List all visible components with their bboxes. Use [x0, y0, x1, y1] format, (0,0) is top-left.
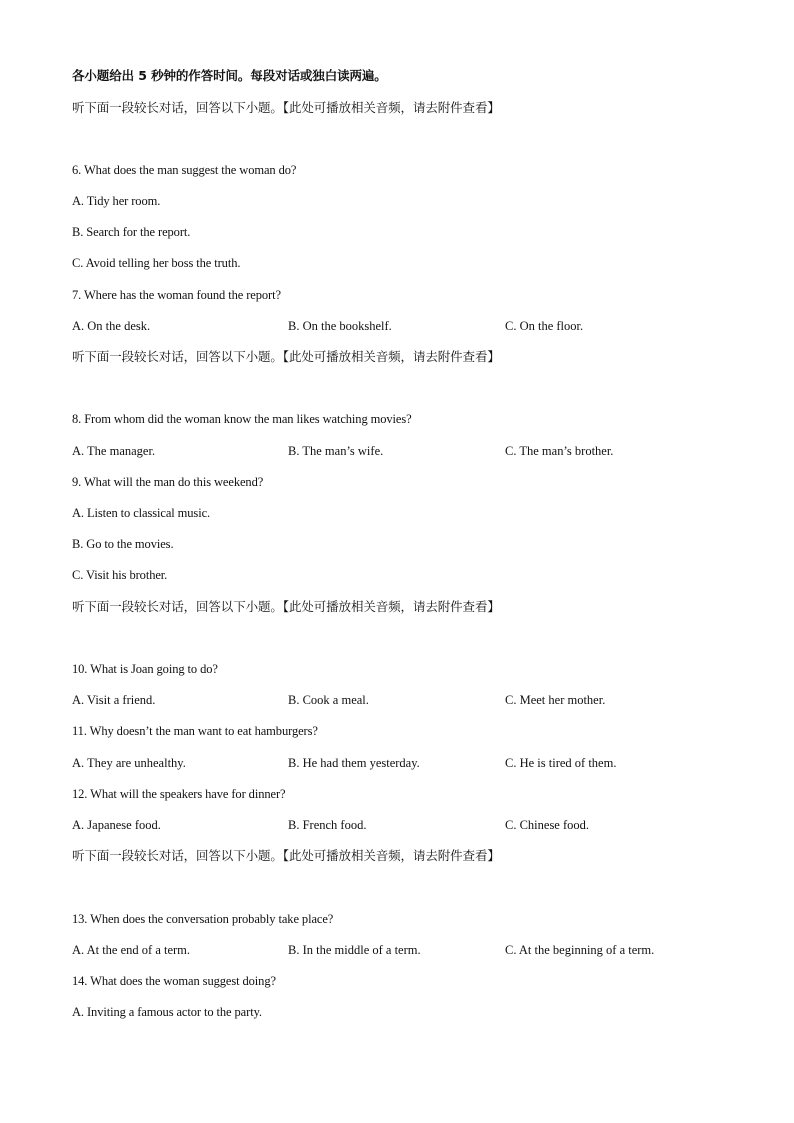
- question-13-option-b: B. In the middle of a term.: [288, 943, 421, 957]
- question-6-option-c: C. Avoid telling her boss the truth.: [72, 256, 241, 270]
- question-8-option-a: A. The manager.: [72, 444, 156, 458]
- question-12: 12. What will the speakers have for dinner?: [72, 787, 286, 801]
- question-13-option-a: A. At the end of a term.: [72, 943, 191, 957]
- question-12-option-b: B. French food.: [288, 818, 367, 832]
- question-7-option-b: B. On the bookshelf.: [288, 319, 392, 333]
- question-6-option-b: B. Search for the report.: [72, 225, 191, 239]
- question-11-option-b: B. He had them yesterday.: [288, 756, 420, 770]
- question-8-option-b: B. The man’s wife.: [288, 444, 384, 458]
- listening-prompt-2: 听下面一段较长对话，回答以下小题。【此处可播放相关音频，请去附件查看】: [72, 349, 500, 364]
- question-6-option-a: A. Tidy her room.: [72, 194, 161, 208]
- question-14: 14. What does the woman suggest doing?: [72, 974, 276, 988]
- question-14-option-a: A. Inviting a famous actor to the party.: [72, 1005, 262, 1019]
- question-6: 6. What does the man suggest the woman do?: [72, 163, 297, 177]
- question-7: 7. Where has the woman found the report?: [72, 288, 281, 302]
- question-7-option-a: A. On the desk.: [72, 319, 151, 333]
- question-11-option-c: C. He is tired of them.: [505, 756, 617, 770]
- question-11: 11. Why doesn’t the man want to eat hamburgers?: [72, 724, 318, 738]
- listening-prompt-1: 听下面一段较长对话，回答以下小题。【此处可播放相关音频，请去附件查看】: [72, 100, 500, 115]
- question-11-option-a: A. They are unhealthy.: [72, 756, 186, 770]
- question-12-option-c: C. Chinese food.: [505, 818, 590, 832]
- listening-prompt-3: 听下面一段较长对话，回答以下小题。【此处可播放相关音频，请去附件查看】: [72, 599, 500, 614]
- question-10-option-c: C. Meet her mother.: [505, 693, 606, 707]
- listening-prompt-4: 听下面一段较长对话，回答以下小题。【此处可播放相关音频，请去附件查看】: [72, 848, 500, 863]
- question-9: 9. What will the man do this weekend?: [72, 475, 264, 489]
- question-12-option-a: A. Japanese food.: [72, 818, 161, 832]
- question-10-option-a: A. Visit a friend.: [72, 693, 156, 707]
- question-9-option-c: C. Visit his brother.: [72, 568, 168, 582]
- question-13-option-c: C. At the beginning of a term.: [505, 943, 655, 957]
- question-10-option-b: B. Cook a meal.: [288, 693, 369, 707]
- question-13: 13. When does the conversation probably take place?: [72, 912, 334, 926]
- question-8-option-c: C. The man’s brother.: [505, 444, 614, 458]
- question-9-option-b: B. Go to the movies.: [72, 537, 174, 551]
- question-7-option-c: C. On the floor.: [505, 319, 584, 333]
- section-instructions: 各小题给出 5 秒钟的作答时间。每段对话或独白读两遍。: [72, 68, 387, 83]
- question-10: 10. What is Joan going to do?: [72, 662, 218, 676]
- question-8: 8. From whom did the woman know the man likes watching movies?: [72, 412, 412, 426]
- question-9-option-a: A. Listen to classical music.: [72, 506, 211, 520]
